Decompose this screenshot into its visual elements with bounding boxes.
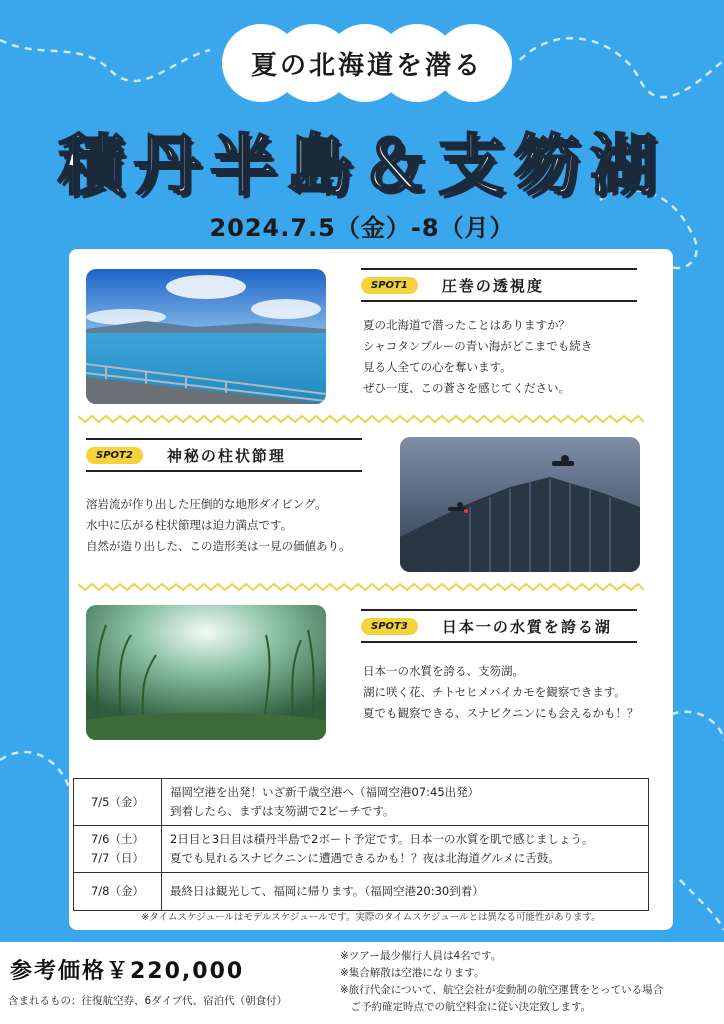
spot3-title: 日本一の水質を誇る湖: [441, 617, 612, 636]
schedule-date-line: 7/7（日）: [90, 851, 144, 865]
schedule-detail: [162, 873, 649, 911]
reference-price: 参考価格￥220,000: [10, 959, 245, 984]
spot1-header: [361, 268, 637, 302]
spot2-header: [86, 438, 362, 472]
spot2-line: 水中に広がる柱状節理は迫力満点です。: [86, 518, 293, 532]
schedule-detail: [162, 779, 649, 826]
schedule-table: [73, 778, 649, 911]
spot2-title: 神秘の柱状節理: [166, 446, 286, 465]
spot3-description: [363, 661, 639, 724]
schedule-line: 2日目と3日目は積丹半島で2ボート予定です。日本一の水質を肌で感じましょう。: [170, 832, 594, 846]
tour-date: 2024.7.5（金）-8（月）: [209, 214, 515, 242]
subtitle-cloud: [222, 24, 512, 102]
spot2-line: 自然が造り出した、この造形美は一見の価値あり。: [86, 539, 351, 553]
tour-note: ※集合解散は空港になります。: [340, 967, 485, 979]
zigzag-divider: [78, 414, 644, 424]
schedule-note: ※タイムスケジュールはモデルスケジュールです。実際のタイムスケジュールとは異なる可能性があります。: [141, 912, 601, 923]
spot3-badge: SPOT3: [361, 618, 418, 635]
tour-note: ご予約確定時点での航空料金に従い決定致します。: [340, 1001, 592, 1013]
schedule-line: 到着したら、まずは支笏湖で2ビーチです。: [170, 804, 395, 818]
spot3-line: 日本一の水質を誇る、支笏湖。: [363, 664, 524, 678]
spot3-photo-lake-plants: [86, 605, 326, 740]
spot1-photo-sea: [86, 269, 326, 404]
schedule-detail: [162, 826, 649, 873]
table-row: [74, 873, 649, 911]
spot2-photo-columnar-joints: [400, 437, 640, 572]
price-includes: 含まれるもの：往復航空券、6ダイブ代、宿泊代（朝食付）: [8, 995, 288, 1007]
spot1-line: ぜひ一度、この蒼さを感じてください。: [363, 381, 570, 395]
spot1-line: シャコタンブルーの青い海がどこまでも続き: [363, 339, 593, 353]
zigzag-divider: [78, 582, 644, 592]
schedule-date: 7/8（金）: [74, 873, 162, 911]
spot3-line: 夏でも観察できる、スナビクニンにも会えるかも！？: [363, 706, 639, 720]
schedule-line: 福岡空港を出発！いざ新千歳空港へ（福岡空港07:45出発）: [170, 785, 480, 799]
spot2-line: 溶岩流が作り出した圧倒的な地形ダイビング。: [86, 497, 327, 511]
schedule-date: 7/5（金）: [74, 779, 162, 826]
tour-note: ※ツアー最少催行人員は4名です。: [340, 950, 502, 962]
schedule-date: [74, 826, 162, 873]
table-row: [74, 779, 649, 826]
spot1-title: 圧巻の透視度: [441, 276, 544, 295]
spot2-badge: SPOT2: [86, 447, 143, 464]
spot3-header: [361, 609, 637, 643]
schedule-date-line: 7/6（土）: [90, 832, 144, 846]
spot1-line: 見る人全ての心を奪います。: [363, 360, 512, 374]
spot1-badge: SPOT1: [361, 277, 418, 294]
spot2-description: [86, 494, 351, 557]
table-row: [74, 826, 649, 873]
subtitle: 夏の北海道を潜る: [250, 50, 483, 81]
tour-notes: [340, 948, 663, 1016]
schedule-line: 夏でも見れるスナビクニンに遭遇できるかも！？夜は北海道グルメに舌鼓。: [170, 851, 560, 865]
tour-note: ※旅行代金について、航空会社が変動制の航空運賃をとっている場合: [340, 984, 664, 996]
spot1-line: 夏の北海道で潜ったことはありますか？: [363, 318, 570, 332]
spot1-description: [363, 315, 592, 399]
page-title: 積丹半島＆支笏湖: [58, 127, 666, 204]
schedule-line: 最終日は観光して、福岡に帰ります。（福岡空港20:30到着）: [170, 884, 484, 898]
spot3-line: 湖に咲く花、チトセヒメバイカモを観察できます。: [363, 685, 626, 699]
